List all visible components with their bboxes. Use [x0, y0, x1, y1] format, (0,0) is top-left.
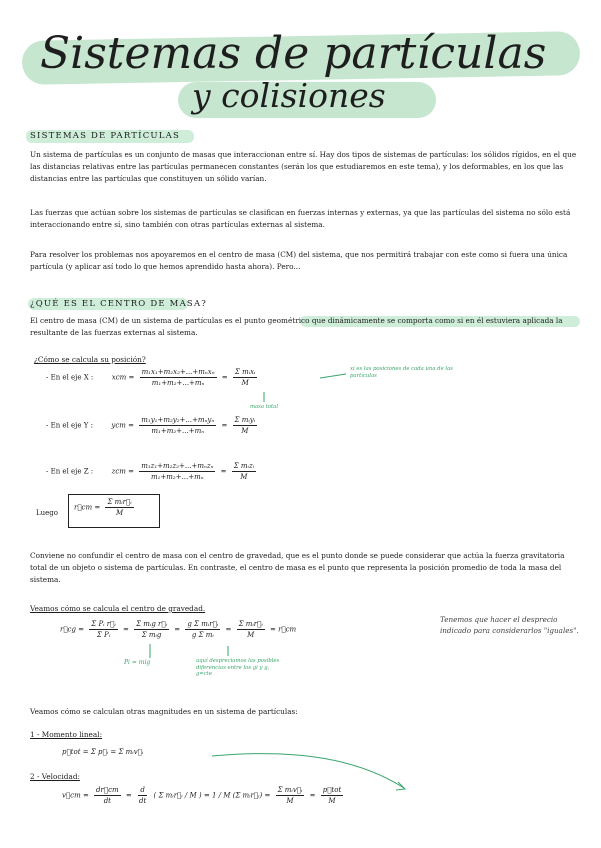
- eq-y-axis-label: - En el eje Y :: [46, 421, 93, 430]
- velocity-coef: 1 / M: [211, 791, 231, 800]
- eq-z-sum-fraction: [232, 462, 256, 481]
- gravity-fraction-1: [89, 620, 117, 639]
- eq-x-sum-denominator: M: [241, 379, 249, 387]
- eq-y-sum-fraction: [233, 416, 258, 435]
- eq-x-equals: =: [221, 373, 228, 382]
- note-pi: Pi = mig: [124, 659, 151, 666]
- page-title: Sistemas de partículas: [40, 28, 547, 79]
- section1-paragraph1: Un sistema de partículas es un conjunto de masas que interaccionan entre sí. Hay dos tipos de sistemas de partículas: los sólidos rígidos, en el que las distancias relativas entre las partículas permanecen constantes (serán los que estudiaremos en este tema), y los deformables, en los que las distancias entre las partículas que constituyen un sólido varían.: [30, 150, 577, 184]
- velocity-fraction-3: [276, 786, 305, 805]
- velocity-f4-num: p⃗tot: [322, 786, 342, 794]
- eq-z-denominator: m₁+m₂+...+mₙ: [150, 473, 204, 481]
- gravity-fraction-3: [185, 620, 220, 639]
- section3-paragraph1: Conviene no confundir el centro de masa con el centro de gravedad, que es el punto donde se puede considerar que actúa la fuerza gravitatoria total de un objeto o sistema de partículas. En contraste, el centro de masa es el punto que representa la posición promedio de toda la masa del sistema.: [30, 551, 565, 585]
- velocity-fraction-4: [321, 786, 344, 805]
- gravity-fraction-2: [134, 620, 169, 639]
- note-gravity-approx: aquí despreciamos las posibles diferencias entre los gi y g, g=cte: [196, 658, 280, 677]
- cm-formula-numerator: Σ mᵢr⃗ᵢ: [107, 498, 132, 506]
- eq-y-equals: =: [221, 421, 228, 430]
- velocity-d: d: [140, 786, 145, 794]
- momentum-equation: [62, 748, 143, 756]
- eq-z-row: [46, 462, 259, 481]
- velocity-fraction-1: [94, 786, 121, 805]
- velocity-paren: ( Σ mᵢr⃗ᵢ / M ): [153, 791, 202, 800]
- luego-label: Luego: [36, 509, 58, 517]
- momentum-sum-p: Σ p⃗ᵢ: [90, 748, 109, 756]
- velocity-f4-den: M: [328, 797, 336, 805]
- eq-y-denominator: m₁+m₂+...+mₙ: [151, 427, 205, 435]
- velocity-f3-den: M: [286, 797, 294, 805]
- cm-formula-denominator: M: [115, 509, 124, 517]
- momentum-lhs: p⃗tot =: [62, 748, 89, 756]
- momentum-label: 1 - Momento lineal:: [30, 730, 103, 739]
- velocity-equals-4: =: [309, 791, 316, 800]
- velocity-dt: dt: [138, 797, 147, 805]
- eq-x-sum-numerator: Σ mᵢxᵢ: [234, 368, 256, 376]
- cm-formula-lhs: r⃗cm =: [74, 503, 101, 512]
- eq-y-fraction: [139, 416, 216, 435]
- eq-y-numerator: m₁y₁+m₂y₂+...+mₙyₙ: [141, 416, 215, 424]
- cm-formula-fraction: [105, 498, 133, 517]
- gravity-equals-3: =: [225, 625, 232, 634]
- section4-heading: Veamos cómo se calculan otras magnitudes en un sistema de partículas:: [30, 707, 298, 716]
- eq-z-equals: =: [220, 467, 227, 476]
- section1-heading: SISTEMAS DE PARTÍCULAS: [30, 131, 180, 141]
- velocity-f1-num: dr⃗cm: [96, 786, 119, 794]
- section1-paragraph3: Para resolver los problemas nos apoyaremos en el centro de masa (CM) del sistema, que nos permitirá trabajar con este como si fuera una única partícula (y aplicar así todo lo que hemos aprendido hasta ahora). Pero...: [30, 250, 568, 272]
- eq-x-sum-fraction: [233, 368, 258, 387]
- gravity-f2-den: Σ mᵢg: [141, 631, 162, 639]
- momentum-item: [30, 730, 102, 739]
- eq-y-sum-denominator: M: [241, 427, 249, 435]
- eq-x-numerator: m₁x₁+m₂x₂+...+mₙxₙ: [141, 368, 215, 376]
- velocity-f1-den: dt: [103, 797, 111, 805]
- eq-z-sum-denominator: M: [240, 473, 248, 481]
- eq-z-axis-label: - En el eje Z :: [46, 467, 94, 476]
- gravity-lhs: r⃗cg =: [60, 625, 85, 634]
- arrow-xi-note: [320, 374, 346, 378]
- gravity-heading: Veamos cómo se calcula el centro de gravedad.: [30, 604, 206, 613]
- gravity-equals-2: =: [174, 625, 181, 634]
- eq-y-sum-numerator: Σ mᵢyᵢ: [234, 416, 256, 424]
- section1-paragraph2: Las fuerzas que actúan sobre los sistemas de partículas se clasifican en fuerzas internas y externas, ya que las partículas del sistema no sólo está interaccionando entre sí, sino también con otras partículas externas al sistema.: [30, 208, 571, 230]
- velocity-d-dt: [137, 786, 148, 805]
- momentum-sum-mv: Σ mᵢv⃗ᵢ: [118, 748, 144, 756]
- eq-x-row: [46, 368, 260, 387]
- eq-z-lhs: zcm =: [111, 467, 134, 476]
- gravity-f1-den: Σ Pᵢ: [96, 631, 111, 639]
- gravity-f3-den: g Σ mᵢ: [191, 631, 214, 639]
- eq-y-lhs: ycm =: [111, 421, 135, 430]
- gravity-f2-num: Σ mᵢg r⃗ᵢ: [136, 620, 167, 628]
- gravity-f1-num: Σ Pᵢ r⃗ᵢ: [91, 620, 116, 628]
- velocity-equals-1: =: [125, 791, 132, 800]
- gravity-f4-den: M: [247, 631, 255, 639]
- velocity-label: 2 - Velocidad:: [30, 772, 80, 781]
- eq-x-denominator: m₁+m₂+...+mₙ: [151, 379, 205, 387]
- gravity-f3-num: g Σ mᵢr⃗ᵢ: [187, 620, 219, 628]
- velocity-item: [30, 772, 80, 781]
- gravity-f4-num: Σ mᵢr⃗ᵢ: [238, 620, 263, 628]
- velocity-paren2: (Σ mᵢr⃗ᵢ): [232, 791, 263, 800]
- note-mass-total: masa total: [250, 404, 279, 410]
- calc-position-heading: ¿Cómo se calcula su posición?: [34, 355, 146, 364]
- gravity-equals-1: =: [123, 625, 129, 634]
- velocity-lhs: v⃗cm =: [62, 791, 89, 800]
- gravity-side-note: Tenemos que hacer el desprecio indicado para considerarlos "iguales".: [440, 615, 579, 635]
- page-subtitle: y colisiones: [192, 76, 386, 115]
- eq-x-fraction: [140, 368, 217, 387]
- momentum-equals: =: [110, 748, 117, 756]
- arrow-momentum-to-velocity: [212, 754, 404, 788]
- eq-z-numerator: m₁z₁+m₂z₂+...+mₙzₙ: [141, 462, 214, 470]
- gravity-equation: [60, 620, 296, 639]
- velocity-f3-num: Σ mᵢv⃗ᵢ: [277, 786, 303, 794]
- eq-z-sum-numerator: Σ mᵢzᵢ: [233, 462, 255, 470]
- section2-heading: ¿QUÉ ES EL CENTRO DE MASA?: [30, 299, 208, 309]
- eq-y-row: [46, 416, 260, 435]
- eq-x-axis-label: - En el eje X :: [46, 373, 94, 382]
- velocity-equation: [62, 786, 346, 805]
- eq-z-fraction: [139, 462, 215, 481]
- velocity-equals-2: =: [203, 791, 210, 800]
- section2-paragraph1: El centro de masa (CM) de un sistema de partículas es el punto geométrico que dinámicamente se comporta como si en él estuviera aplicada la resultante de las fuerzas externas al sistema.: [30, 316, 563, 338]
- note-xi: xi es las posiciones de cada una de las partículas: [350, 366, 453, 379]
- cm-formula: [74, 498, 137, 517]
- eq-x-lhs: xcm =: [111, 373, 135, 382]
- gravity-fraction-4: [237, 620, 265, 639]
- velocity-equals-3: =: [264, 791, 271, 800]
- gravity-rcm: = r⃗cm: [270, 625, 297, 634]
